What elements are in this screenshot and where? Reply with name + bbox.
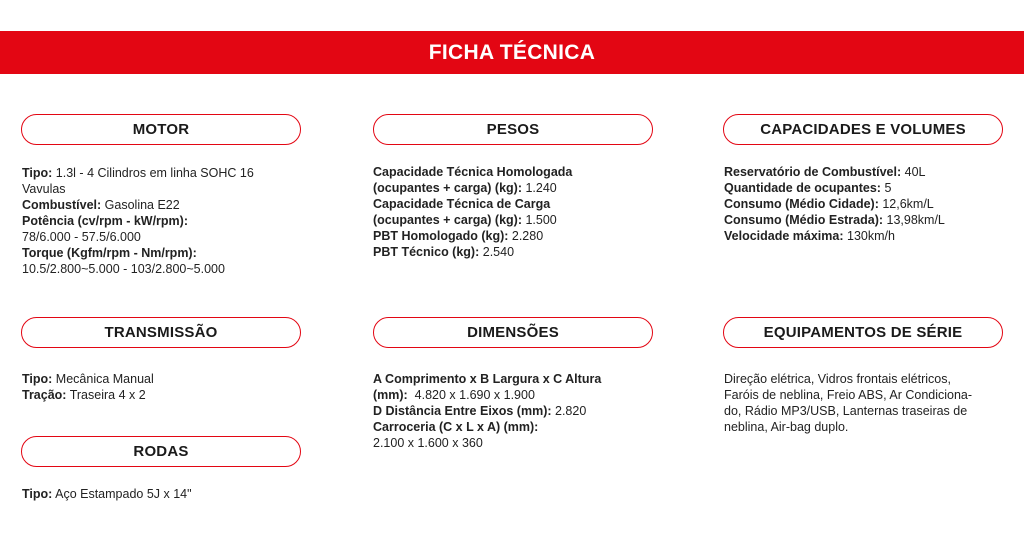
spec-label: Torque (Kgfm/rpm - Nm/rpm):	[22, 246, 197, 260]
spec-value: 5	[880, 181, 892, 195]
title-banner	[0, 31, 1024, 74]
spec-label: Capacidade Técnica Homologada	[373, 165, 573, 179]
spec-label: (ocupantes + carga) (kg):	[373, 213, 522, 227]
equipamentos-text: Direção elétrica, Vidros frontais elétricos,	[724, 372, 951, 386]
dimensoes-specs	[373, 371, 673, 451]
spec-label: Capacidade Técnica de Carga	[373, 197, 551, 211]
spec-value: 1.500	[522, 213, 557, 227]
section-title-rodas: RODAS	[133, 443, 189, 460]
spec-label: Combustível:	[22, 198, 102, 212]
section-header-dimensoes	[373, 317, 653, 348]
spec-value: Traseira 4 x 2	[66, 388, 146, 402]
spec-value: 130km/h	[843, 229, 895, 243]
section-title-capacidades: CAPACIDADES E VOLUMES	[760, 121, 966, 138]
equipamentos-specs	[724, 371, 1014, 435]
transmissao-specs	[22, 371, 312, 403]
equipamentos-text: do, Rádio MP3/USB, Lanternas traseiras de	[724, 404, 968, 418]
section-header-transmissao	[21, 317, 301, 348]
spec-value: 13,98km/L	[883, 213, 945, 227]
spec-value: 2.280	[508, 229, 544, 243]
rodas-specs	[22, 486, 312, 502]
spec-value: 1.3l - 4 Cilindros em linha SOHC 16	[52, 166, 254, 180]
spec-value: 10.5/2.800~5.000 - 103/2.800~5.000	[22, 262, 225, 276]
spec-label: Tipo:	[22, 487, 53, 501]
section-header-pesos	[373, 114, 653, 145]
spec-value: 12,6km/L	[878, 197, 934, 211]
spec-value: Aço Estampado 5J x 14"	[52, 487, 192, 501]
spec-label: Reservatório de Combustível:	[724, 165, 902, 179]
spec-label: Tipo:	[22, 372, 53, 386]
spec-label: Potência (cv/rpm - kW/rpm):	[22, 214, 188, 228]
spec-label: (mm):	[373, 388, 408, 402]
page-title: FICHA TÉCNICA	[428, 40, 596, 64]
spec-value: 1.240	[522, 181, 557, 195]
spec-value: Gasolina E22	[101, 198, 180, 212]
section-header-equipamentos	[723, 317, 1003, 348]
spec-label: D Distância Entre Eixos (mm):	[373, 404, 552, 418]
motor-specs	[22, 165, 312, 277]
spec-label: PBT Técnico (kg):	[373, 245, 480, 259]
section-header-motor	[21, 114, 301, 145]
equipamentos-text: neblina, Air-bag duplo.	[724, 420, 849, 434]
spec-value: 4.820 x 1.690 x 1.900	[407, 388, 535, 402]
spec-label: Velocidade máxima:	[724, 229, 844, 243]
spec-value: 2.100 x 1.600 x 360	[373, 436, 483, 450]
spec-value: 2.820	[551, 404, 587, 418]
spec-value: 2.540	[479, 245, 515, 259]
capacidades-specs	[724, 164, 1014, 244]
spec-label: A Comprimento x B Largura x C Altura	[373, 372, 602, 386]
section-title-transmissao: TRANSMISSÃO	[104, 324, 218, 341]
section-header-capacidades	[723, 114, 1003, 145]
section-header-rodas	[21, 436, 301, 467]
equipamentos-text: Faróis de neblina, Freio ABS, Ar Condiciona-	[724, 388, 973, 402]
spec-value: 78/6.000 - 57.5/6.000	[22, 230, 141, 244]
spec-label: Carroceria (C x L x A) (mm):	[373, 420, 539, 434]
spec-label: Consumo (Médio Estrada):	[724, 213, 884, 227]
spec-label: Quantidade de ocupantes:	[724, 181, 881, 195]
spec-label: Consumo (Médio Cidade):	[724, 197, 879, 211]
pesos-specs	[373, 164, 673, 260]
spec-label: PBT Homologado (kg):	[373, 229, 509, 243]
spec-label: Tipo:	[22, 166, 53, 180]
spec-label: (ocupantes + carga) (kg):	[373, 181, 522, 195]
section-title-pesos: PESOS	[486, 121, 540, 138]
spec-value: 40L	[901, 165, 926, 179]
spec-value: Mecânica Manual	[52, 372, 154, 386]
spec-label: Tração:	[22, 388, 67, 402]
spec-value: Vavulas	[22, 182, 66, 196]
section-title-motor: MOTOR	[132, 121, 190, 138]
section-title-equipamentos: EQUIPAMENTOS DE SÉRIE	[763, 324, 963, 341]
section-title-dimensoes: DIMENSÕES	[467, 324, 559, 341]
